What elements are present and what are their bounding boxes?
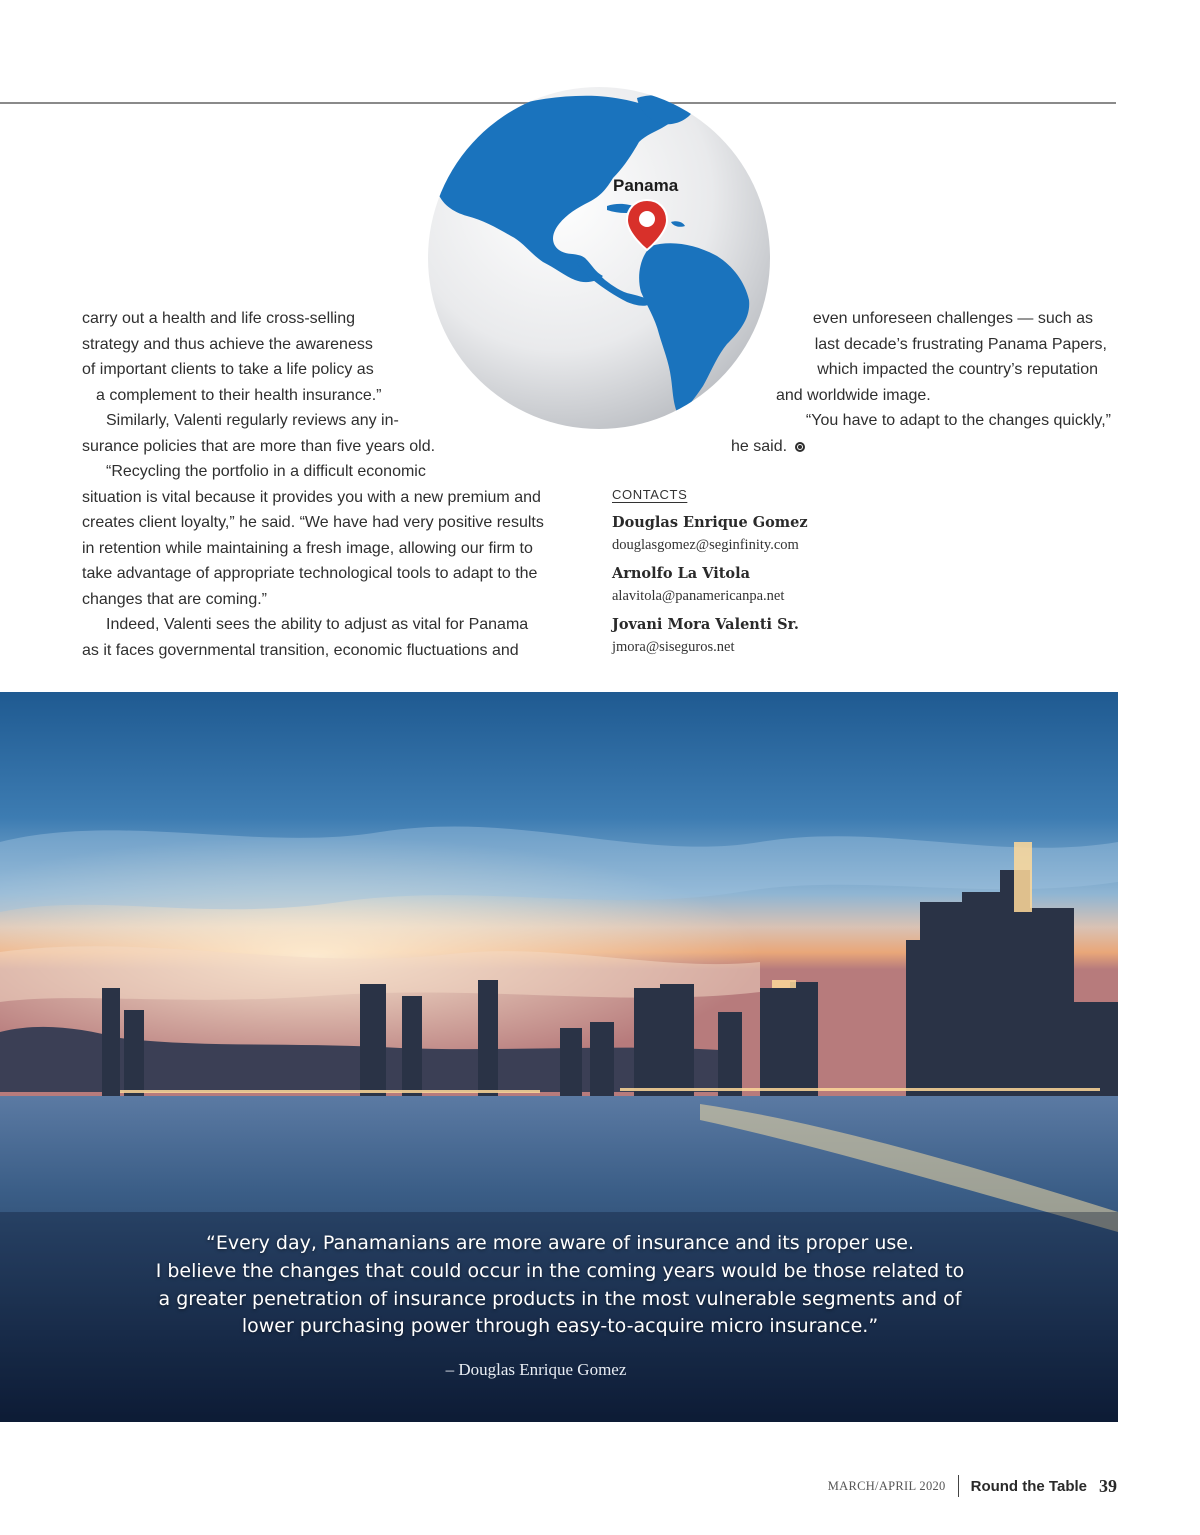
contact-name: Jovani Mora Valenti Sr. — [612, 616, 799, 633]
magazine-name: Round the Table — [970, 1477, 1087, 1495]
pull-quote — [60, 1230, 1060, 1341]
page-number: 39 — [1099, 1475, 1117, 1496]
text-line: surance policies that are more than five years old. — [82, 438, 436, 455]
text-line: a complement to their health insurance.” — [96, 387, 382, 404]
contact-name: Arnolfo La Vitola — [612, 565, 750, 582]
text-line: take advantage of appropriate technological tools to adapt to the — [82, 565, 538, 582]
pull-quote-line: lower purchasing power through easy-to-acquire micro insurance.” — [241, 1315, 879, 1338]
text-line: Indeed, Valenti sees the ability to adjust as vital for Panama — [106, 616, 529, 633]
footer-divider — [958, 1475, 959, 1497]
text-line: strategy and thus achieve the awareness — [82, 336, 373, 353]
pull-quote-line: I believe the changes that could occur in the coming years would be those related to — [155, 1259, 965, 1282]
text-line: he said. — [731, 438, 788, 455]
text-line: “You have to adapt to the changes quickly,” — [805, 412, 1111, 429]
contact-email[interactable]: douglasgomez@seginfinity.com — [612, 537, 799, 553]
text-line: changes that are coming.” — [82, 591, 267, 608]
text-line: “Recycling the portfolio in a difficult economic — [106, 463, 426, 480]
issue-date: MARCH/APRIL 2020 — [827, 1478, 946, 1493]
text-line-end — [731, 434, 805, 460]
page-footer — [828, 1473, 1117, 1499]
skyline-photo — [0, 692, 1118, 1422]
text-line: Similarly, Valenti regularly reviews any in- — [106, 412, 399, 429]
text-line: even unforeseen challenges — such as — [812, 310, 1093, 327]
globe-label-panama: Panama — [613, 176, 679, 195]
contact-email[interactable]: alavitola@panamericanpa.net — [612, 588, 785, 604]
contacts-heading: CONTACTS — [612, 487, 688, 502]
pull-quote-line: “Every day, Panamanians are more aware of insurance and its proper use. — [206, 1232, 914, 1254]
end-of-article-icon — [795, 442, 805, 452]
text-line: which impacted the country’s reputation — [817, 361, 1098, 378]
text-line: of important clients to take a life policy as — [82, 361, 374, 378]
text-line: carry out a health and life cross-selling — [82, 310, 356, 327]
text-line: last decade’s frustrating Panama Papers, — [814, 336, 1107, 353]
globe-illustration — [427, 86, 771, 430]
pull-quote-line: a greater penetration of insurance products in the most vulnerable segments and of — [158, 1287, 962, 1310]
text-line: and worldwide image. — [776, 387, 931, 404]
text-line: as it faces governmental transition, economic fluctuations and — [82, 642, 519, 659]
text-line: in retention while maintaining a fresh image, allowing our firm to — [82, 540, 533, 557]
text-line: situation is vital because it provides you with a new premium and — [82, 489, 541, 506]
contact-name: Douglas Enrique Gomez — [612, 514, 808, 531]
globe-map — [427, 86, 771, 430]
pull-quote-attribution: – Douglas Enrique Gomez — [445, 1360, 627, 1379]
contact-email[interactable]: jmora@siseguros.net — [612, 639, 735, 655]
text-line: creates client loyalty,” he said. “We have had very positive results — [82, 514, 544, 531]
